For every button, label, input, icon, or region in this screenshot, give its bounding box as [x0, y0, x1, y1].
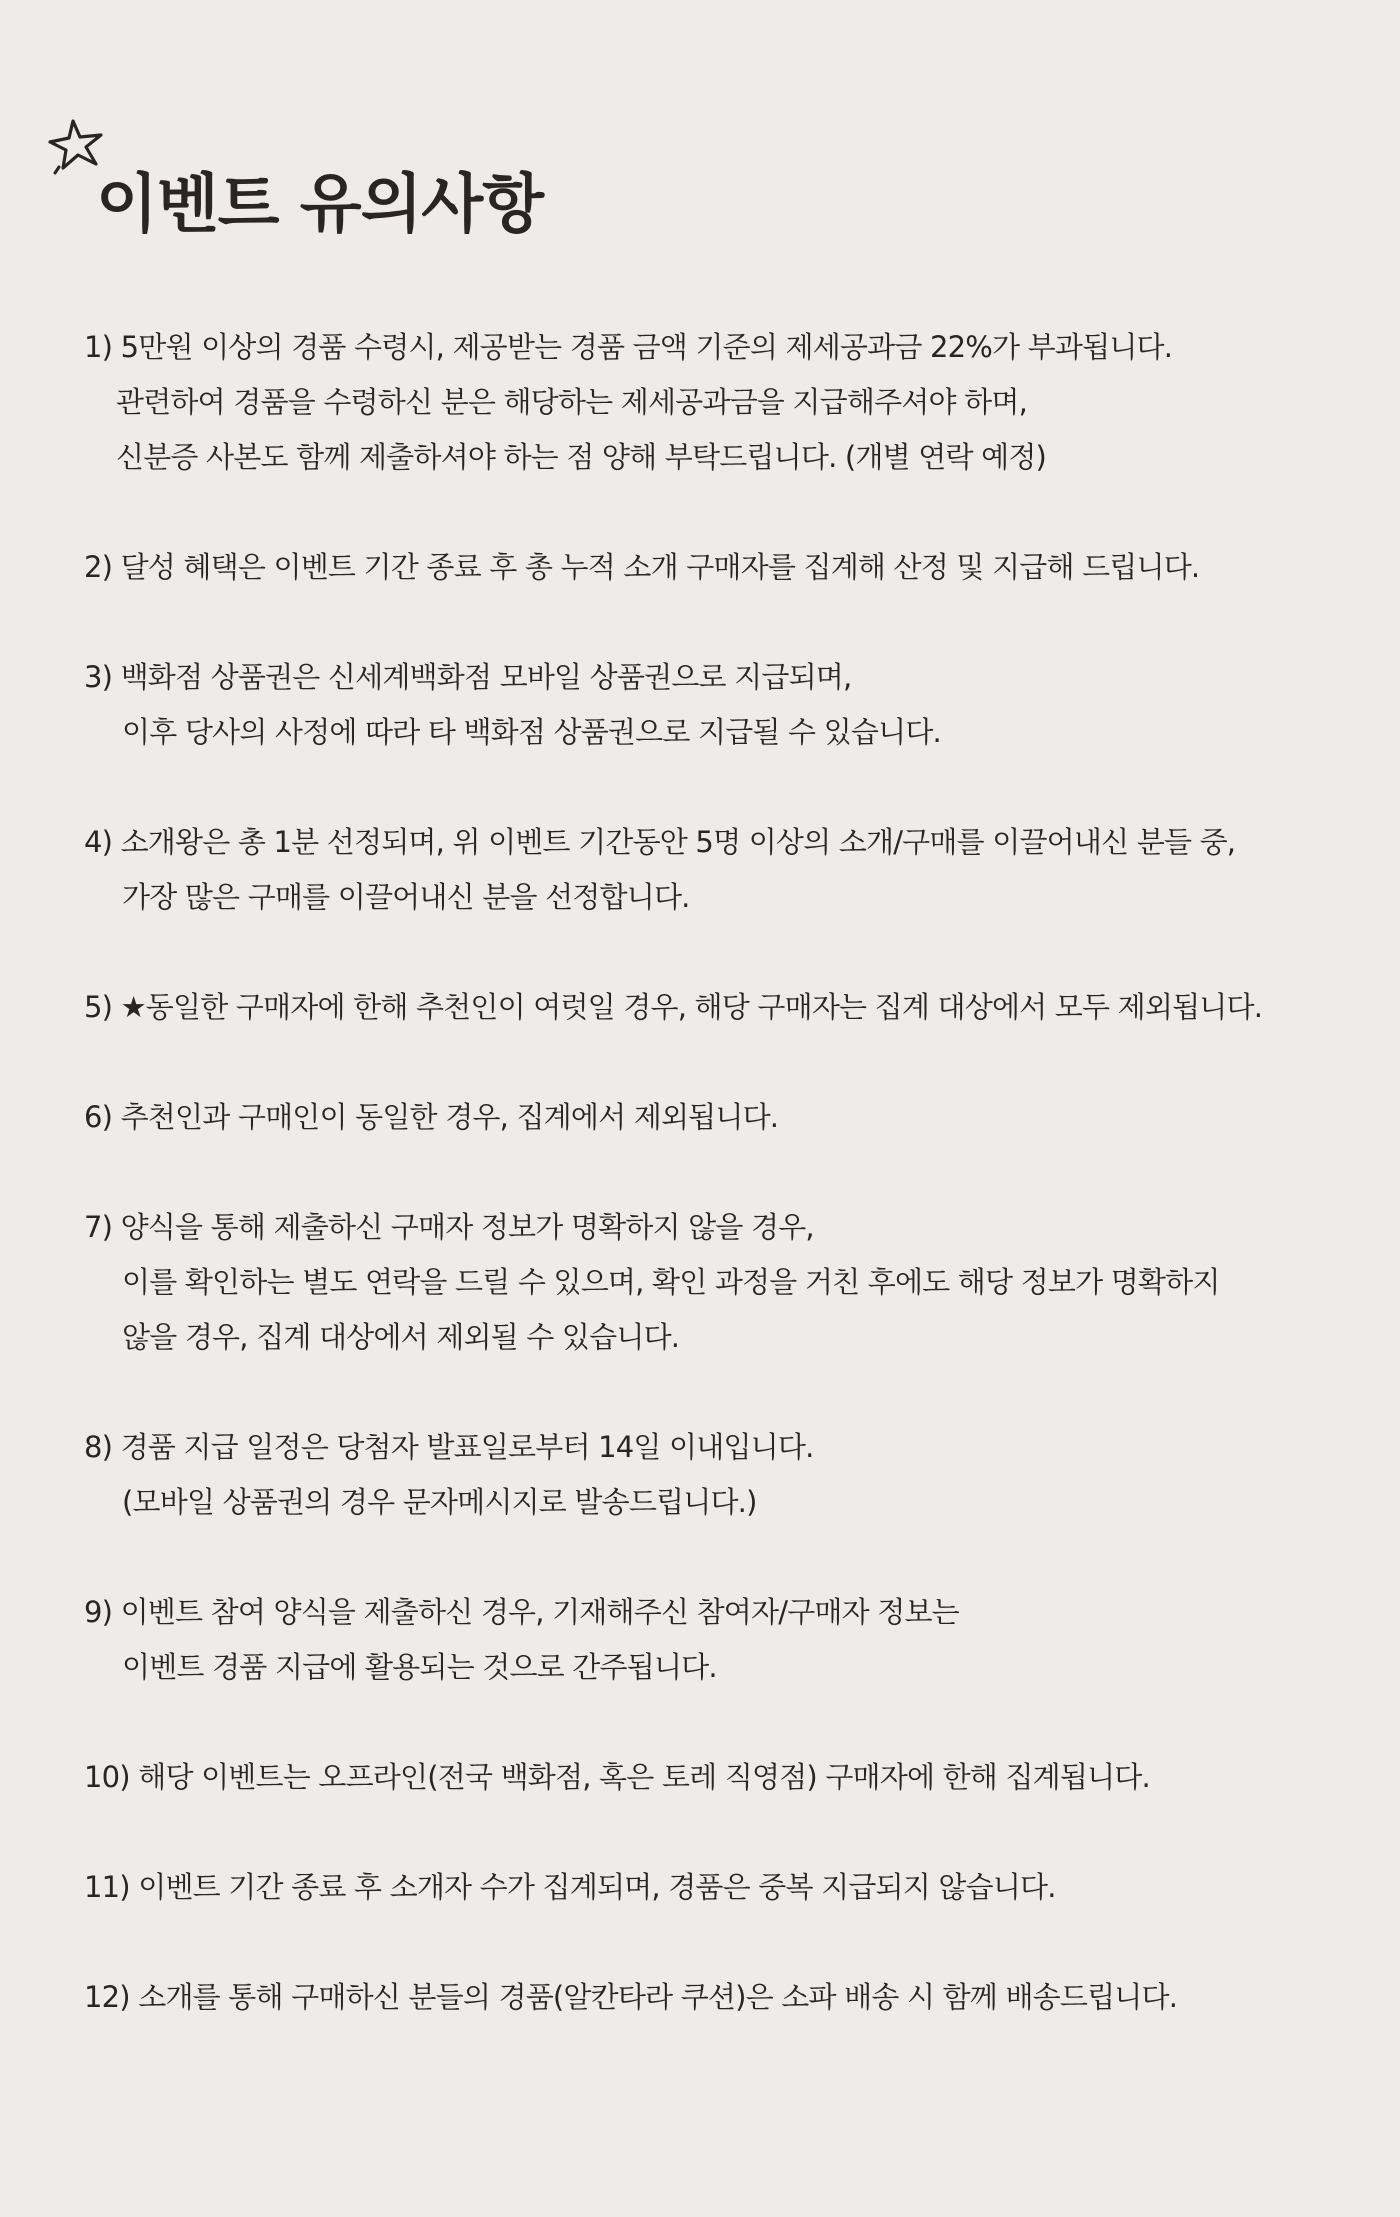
notice-item — [84, 320, 1384, 485]
notice-text: 관련하여 경품을 수령하신 분은 해당하는 제세공과금을 지급해주셔야 하며, — [116, 385, 1027, 419]
notice-text: 않을 경우, 집계 대상에서 제외될 수 있습니다. — [122, 1320, 680, 1354]
notice-item — [84, 1750, 1384, 1805]
notice-item — [84, 815, 1384, 925]
notice-item — [84, 980, 1384, 1035]
notice-text: 8) 경품 지급 일정은 당첨자 발표일로부터 14일 이내입니다. — [84, 1430, 814, 1464]
notice-item — [84, 1585, 1384, 1695]
notice-text: 11) 이벤트 기간 종료 후 소개자 수가 집계되며, 경품은 중복 지급되지 않습니다. — [84, 1870, 1056, 1904]
notice-text: 3) 백화점 상품권은 신세계백화점 모바일 상품권으로 지급되며, — [84, 660, 852, 694]
notice-text: 6) 추천인과 구매인이 동일한 경우, 집계에서 제외됩니다. — [84, 1100, 779, 1134]
notice-text: 10) 해당 이벤트는 오프라인(전국 백화점, 혹은 토레 직영점) 구매자에 한해 집계됩니다. — [84, 1760, 1150, 1794]
notice-text: (모바일 상품권의 경우 문자메시지로 발송드립니다.) — [122, 1485, 757, 1519]
notice-list — [84, 320, 1384, 2080]
notice-item — [84, 540, 1384, 595]
notice-text: 1) 5만원 이상의 경품 수령시, 제공받는 경품 금액 기준의 제세공과금 22%가 부과됩니다. — [84, 330, 1173, 364]
notice-item — [84, 1420, 1384, 1530]
notice-item — [84, 1860, 1384, 1915]
notice-text: 신분증 사본도 함께 제출하셔야 하는 점 양해 부탁드립니다. (개별 연락 예정) — [116, 440, 1047, 474]
page-title: 이벤트 유의사항 — [96, 168, 544, 242]
notice-text: 12) 소개를 통해 구매하신 분들의 경품(알칸타라 쿠션)은 소파 배송 시 함께 배송드립니다. — [84, 1980, 1178, 2014]
notice-item — [84, 1970, 1384, 2025]
notice-item — [84, 1200, 1384, 1365]
notice-item — [84, 1090, 1384, 1145]
notice-text: 이를 확인하는 별도 연락을 드릴 수 있으며, 확인 과정을 거친 후에도 해당 정보가 명확하지 — [122, 1265, 1220, 1299]
notice-text: 7) 양식을 통해 제출하신 구매자 정보가 명확하지 않을 경우, — [84, 1210, 814, 1244]
notice-text: 4) 소개왕은 총 1분 선정되며, 위 이벤트 기간동안 5명 이상의 소개/구매를 이끌어내신 분들 중, — [84, 825, 1236, 859]
notice-text: 이벤트 경품 지급에 활용되는 것으로 간주됩니다. — [122, 1650, 717, 1684]
notice-text: 5) ★동일한 구매자에 한해 추천인이 여럿일 경우, 해당 구매자는 집계 대상에서 모두 제외됩니다. — [84, 990, 1263, 1024]
notice-text: 9) 이벤트 참여 양식을 제출하신 경우, 기재해주신 참여자/구매자 정보는 — [84, 1595, 959, 1629]
notice-item — [84, 650, 1384, 760]
notice-text: 가장 많은 구매를 이끌어내신 분을 선정합니다. — [122, 880, 690, 914]
notice-text: 이후 당사의 사정에 따라 타 백화점 상품권으로 지급될 수 있습니다. — [122, 715, 941, 749]
notice-text: 2) 달성 혜택은 이벤트 기간 종료 후 총 누적 소개 구매자를 집계해 산정 및 지급해 드립니다. — [84, 550, 1200, 584]
